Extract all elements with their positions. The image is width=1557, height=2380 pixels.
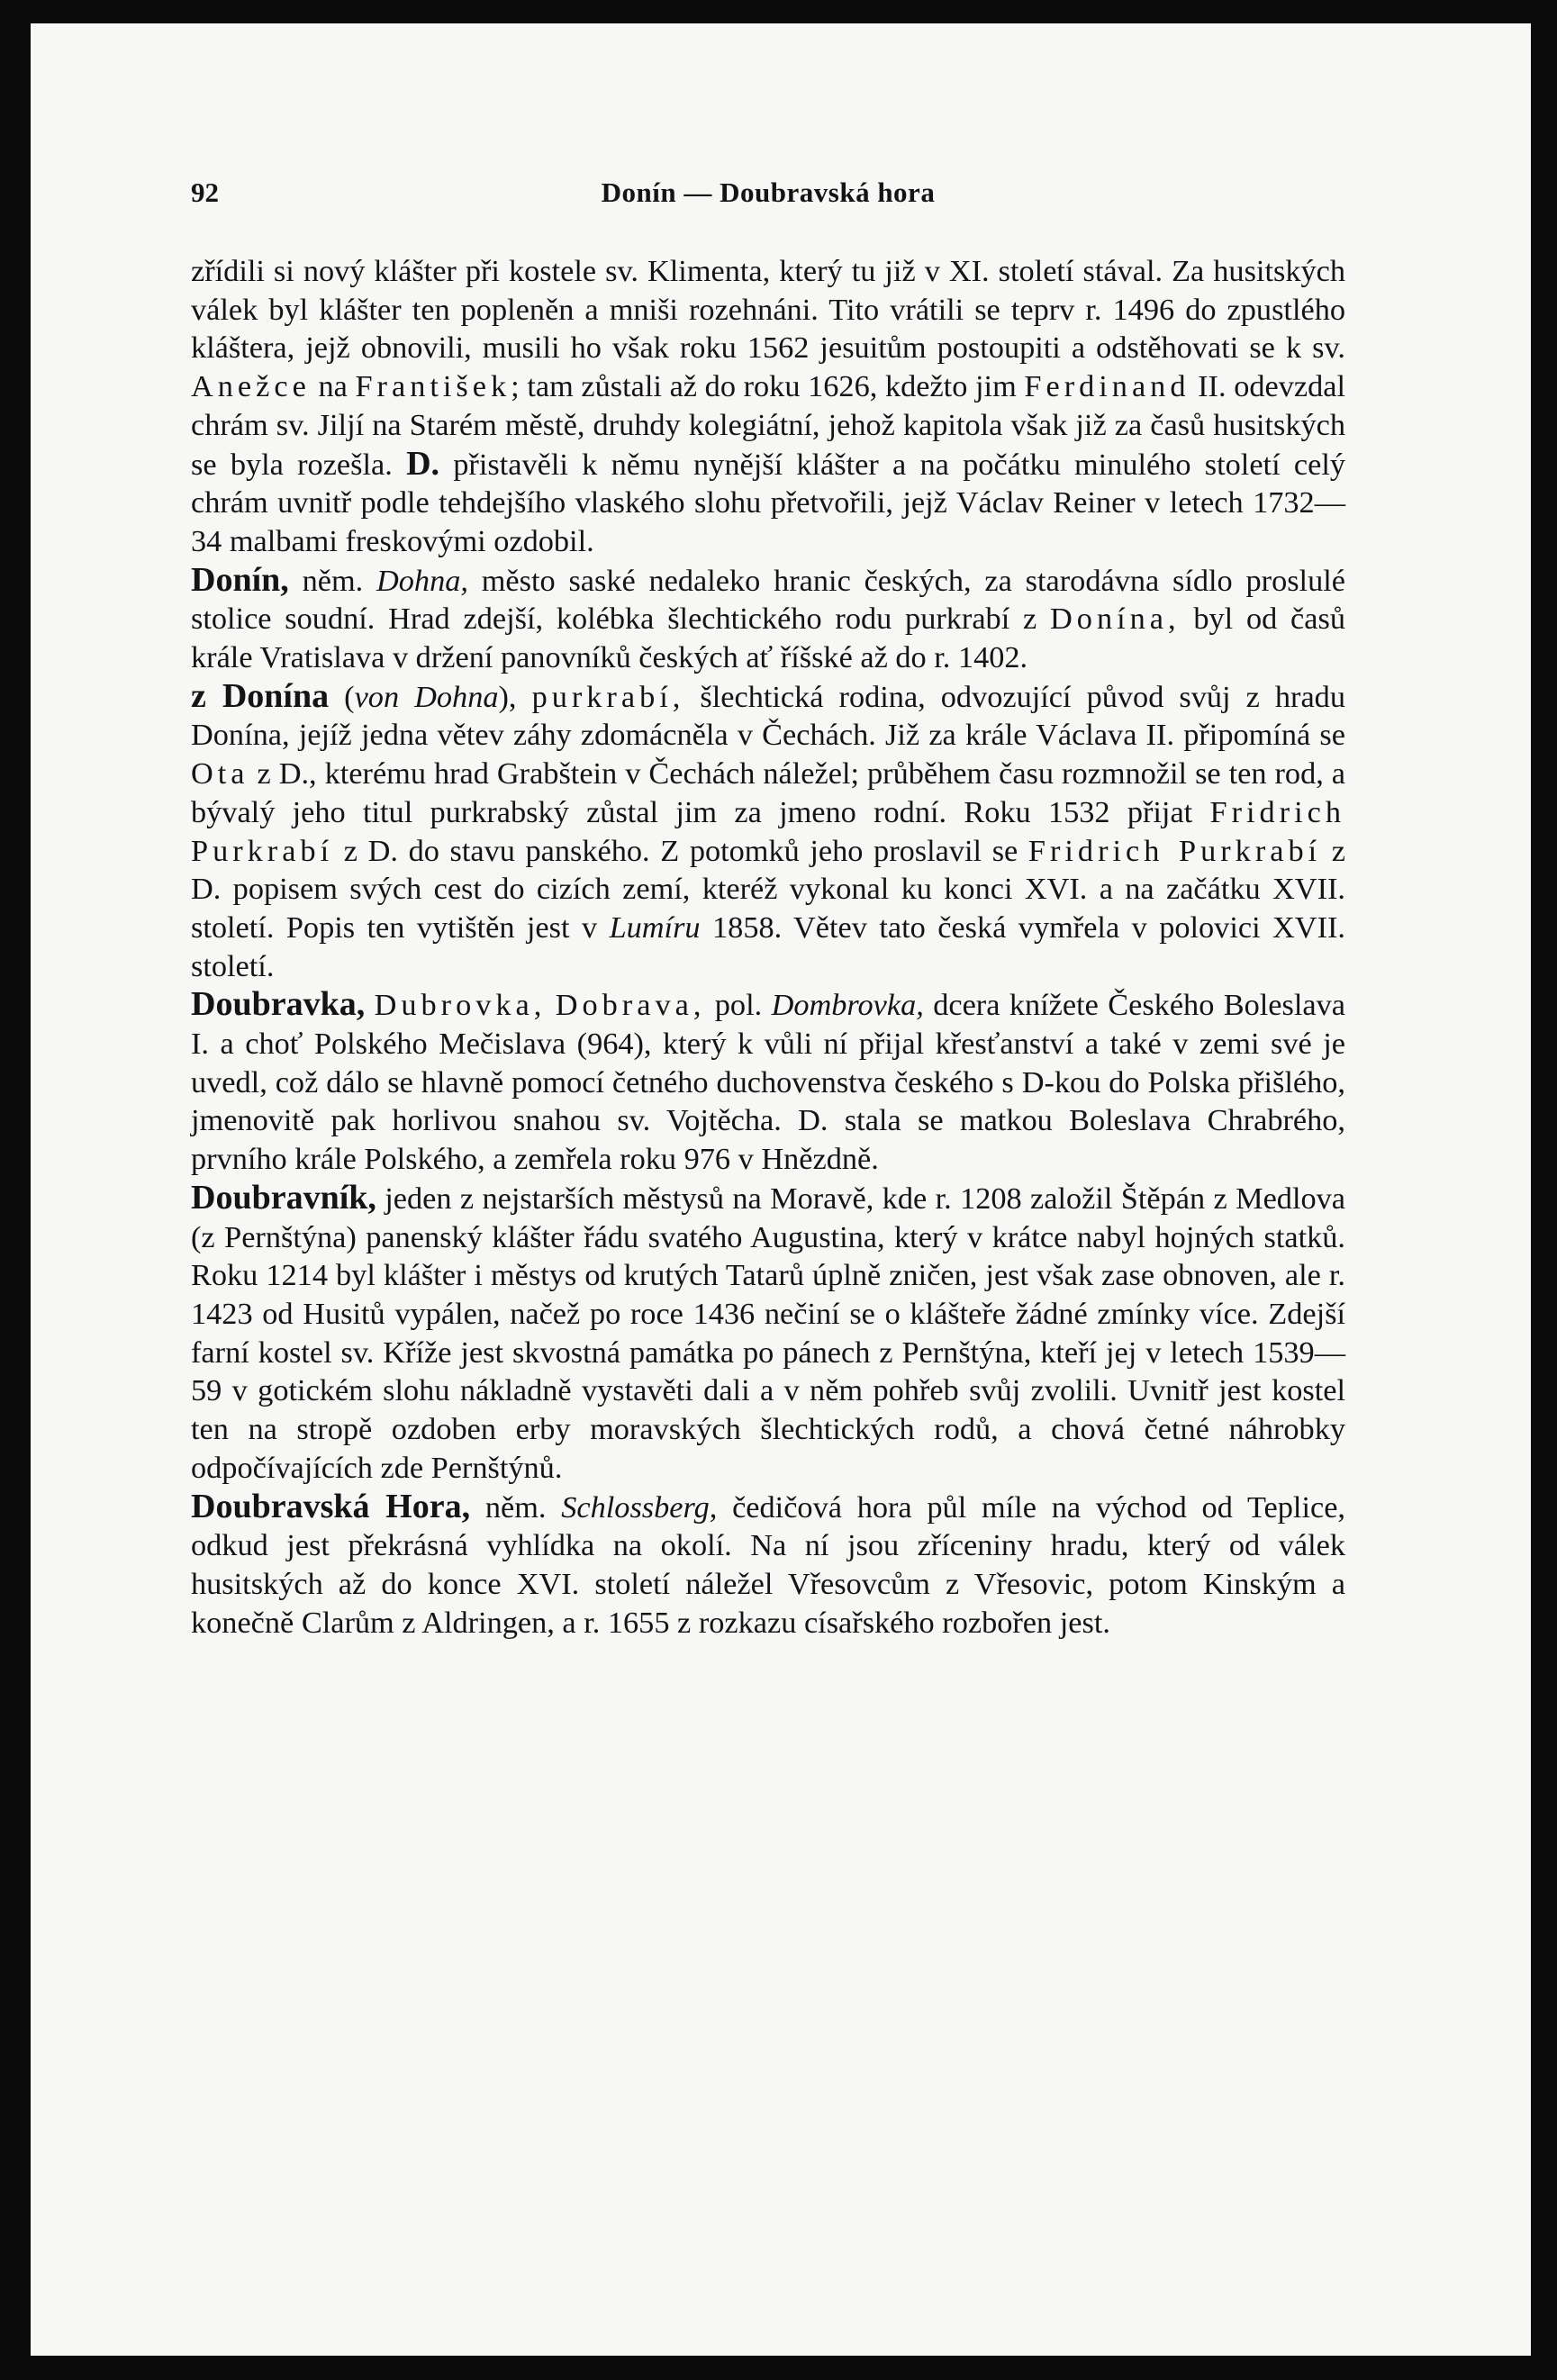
spaced-name: purkrabí, (531, 679, 685, 714)
spaced-name: Dubrovka, (374, 988, 547, 1023)
entry-paragraph (191, 677, 1345, 986)
italic-term: Schlossberg, (561, 1489, 718, 1525)
page-header (191, 176, 1345, 220)
spaced-name: Dobrava, (555, 988, 706, 1023)
headword: z Donína (191, 676, 330, 715)
text-run (365, 988, 374, 1022)
spaced-name: Anežce (191, 369, 311, 404)
spaced-name: Fridrich Purkrabí (1027, 833, 1322, 868)
text-run: šlechtická rodina, odvozující původ svůj z hradu Donína, jejíž jedna větev záhy zdomácněla v Čechách. Již za krále Václava II. připomíná se (191, 679, 1345, 753)
entry-paragraph (191, 561, 1345, 677)
text-run: z D. do stavu panského. Z potomků jeho proslavil se (333, 833, 1028, 868)
text-run: ), (498, 679, 532, 714)
book-spine-edge (1531, 0, 1557, 2380)
text-run: zřídili si nový klášter při kostele sv. Klimenta, který tu již v XI. století stával. Za husitských válek byl klášter ten popleněn a mniši rozehnáni. Tito vrátili se teprv r. 1496 do zpustlého kláštera, jejž obnovili, musili ho však roku 1562 jesuitům postoupiti a odstěhovati se k sv. (191, 254, 1345, 366)
italic-term: Lumíru (609, 909, 701, 945)
headword: Doubravka, (191, 985, 366, 1024)
text-run: něm. (470, 1489, 562, 1525)
text-run: II. odevzdal chrám sv. Jiljí na Starém městě, druhdy kolegiátní, jehož kapitola však již za časů husitských se byla rozešla. (191, 369, 1345, 482)
text-run: dcera knížete Českého Boleslava I. a choť Polského Mečislava (964), který k vůli ní přijal křesťanství a také v zemi své je uvedl, což dálo se hlavně pomocí četného duchovenstva českého s D-kou do Polska přišlého, jmenovitě pak horlivou snahou sv. Vojtěcha. D. stala se matkou Boleslava Chrabrého, prvního krále Polského, a zemřela roku 976 v Hnězdně. (191, 988, 1345, 1177)
entry-paragraph (191, 252, 1345, 561)
text-run: z D., kterému hrad Grabštein v Čechách náležel; průběhem času rozmnožil se ten rod, a bývalý jeho titul purkrabský zůstal jim za jmeno rodní. Roku 1532 přijat (191, 756, 1345, 829)
text-run: na (310, 369, 356, 404)
spaced-name: Fridrich Purkrabí (191, 794, 1345, 868)
headword: Donín, (191, 560, 289, 599)
spaced-name: Ota (191, 756, 249, 792)
text-run: 1858. Větev tato česká vymřela v polovici XVII. století. (191, 909, 1345, 983)
italic-term: von Dohna (354, 679, 499, 714)
text-run: čedičová hora půl míle na východ od Teplice, odkud jest překrásná vyhlídka na okolí. Na ní jsou zříceniny hradu, který od válek husitských až do konce XVI. století náležel Vřesovcům z Vřesovic, potom Kinským a konečně Clarům z Aldringen, a r. 1655 z rozkazu císařského rozbořen jest. (191, 1489, 1345, 1640)
entry-paragraph (191, 1488, 1345, 1642)
text-run: byl od časů krále Vratislava v držení panovníků českých ať říšské až do r. 1402. (191, 602, 1345, 675)
headword: Doubravská Hora, (191, 1487, 471, 1525)
italic-term: Dohna, (376, 563, 468, 598)
text-run: z D. popisem svých cest do cizích zemí, kteréž vykonal ku konci XVI. a na začátku XVII. století. Popis ten vytištěn jest v (191, 833, 1345, 945)
spaced-name: Ferdinand (1024, 369, 1190, 404)
spaced-name: František (355, 369, 511, 404)
headword: D. (406, 444, 440, 483)
headword: Doubravník, (191, 1178, 376, 1217)
running-head: Donín — Doubravská hora (601, 176, 936, 208)
text-run: pol. (705, 988, 772, 1023)
text-run: ( (329, 679, 355, 714)
text-run: přistavěli k němu nynější klášter a na počátku minulého století celý chrám uvnitř podle tehdejšího vlaského slohu přetvořili, jejž Václav Reiner v letech 1732—34 malbami freskovými ozdobil. (191, 447, 1345, 558)
entry-paragraph (191, 985, 1345, 1179)
encyclopedia-text (191, 252, 1345, 1642)
italic-term: Dombrovka, (771, 988, 924, 1023)
text-run (546, 988, 555, 1022)
entry-paragraph (191, 1179, 1345, 1488)
text-run: něm. (288, 563, 376, 598)
text-run: město saské nedaleko hranic českých, za starodávna sídlo proslulé stolice soudní. Hrad zdejší, kolébka šlechtického rodu purkrabí z (191, 563, 1345, 637)
text-run: ; tam zůstali až do roku 1626, kdežto jim (511, 369, 1025, 404)
page-number: 92 (191, 176, 219, 208)
spaced-name: Donína, (1050, 602, 1181, 637)
text-run: jeden z nejstarších městysů na Moravě, kde r. 1208 založil Štěpán z Medlova (z Pernštýna) panenský klášter řádu svatého Augustina, který v krátce nabyl hojných statků. Roku 1214 byl klášter i městys od krutých Tatarů úplně zničen, jest však zase obnoven, ale r. 1423 od Husitů vypálen, načež po roce 1436 nečiní se o klášteře žádné zmínky více. Zdejší farní kostel sv. Kříže jest skvostná památka po pánech z Pernštýna, kteří jej v letech 1539—59 v gotickém slohu nákladně vystavěti dali a v něm pohřeb svůj zvolili. Uvnitř jest kostel ten na stropě ozdoben erby moravských šlechtických rodů, a chová četné náhrobky odpočívajících zde Pernštýnů. (191, 1181, 1345, 1485)
